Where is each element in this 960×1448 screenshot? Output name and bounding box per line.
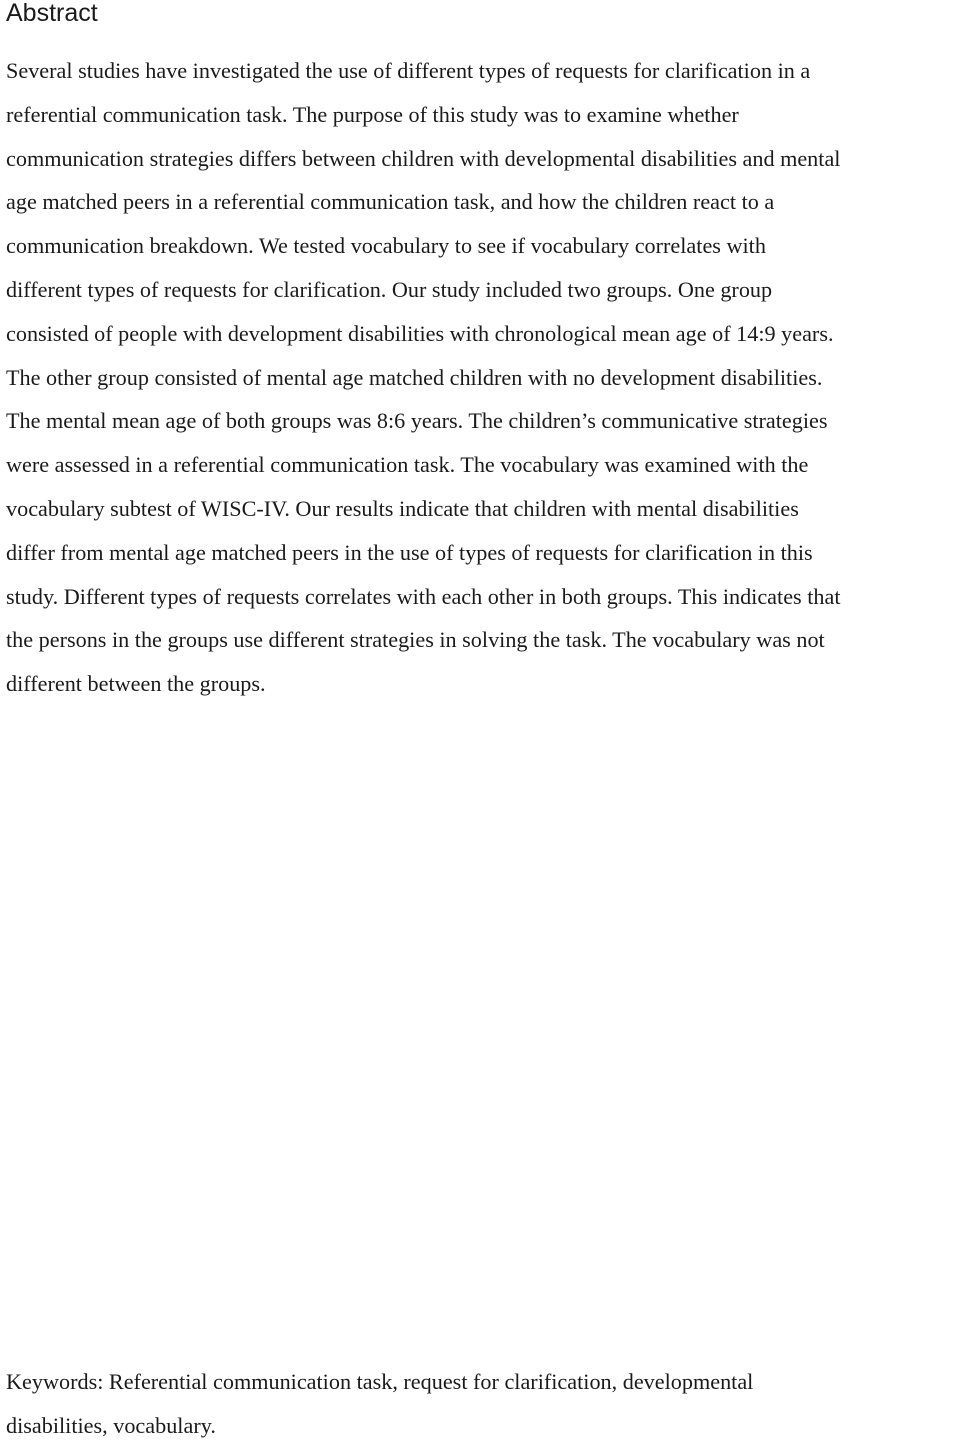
abstract-line: The other group consisted of mental age matched children with no development disabilities. [6,364,823,390]
abstract-line: communication strategies differs between children with developmental disabilities and mental [6,145,841,171]
abstract-line: consisted of people with development disabilities with chronological mean age of 14:9 years. [6,320,834,346]
abstract-line: different types of requests for clarification. Our study included two groups. One group [6,276,773,302]
abstract-line: the persons in the groups use different strategies in solving the task. The vocabulary was not [6,627,825,653]
abstract-line: differ from mental age matched peers in the use of types of requests for clarification in this [6,539,813,565]
abstract-line: different between the groups. [6,671,266,697]
abstract-heading: Abstract [6,0,98,27]
abstract-line: study. Different types of requests correlates with each other in both groups. This indicates that [6,583,841,609]
abstract-line: Several studies have investigated the use of different types of requests for clarification in a [6,58,811,83]
abstract-line: vocabulary subtest of WISC-IV. Our results indicate that children with mental disabilities [6,495,799,521]
abstract-line: were assessed in a referential communication task. The vocabulary was examined with the [6,452,809,478]
keywords-line: Keywords: Referential communication task, request for clarification, developmental [6,1369,754,1394]
keywords-paragraph [6,1360,960,1448]
keywords-line: disabilities, vocabulary. [6,1412,216,1438]
abstract-line: referential communication task. The purpose of this study was to examine whether [6,101,739,127]
abstract-line: age matched peers in a referential communication task, and how the children react to a [6,189,775,215]
abstract-paragraph [6,49,960,706]
abstract-line: communication breakdown. We tested vocabulary to see if vocabulary correlates with [6,233,766,259]
abstract-line: The mental mean age of both groups was 8:6 years. The children’s communicative strategies [6,408,828,434]
